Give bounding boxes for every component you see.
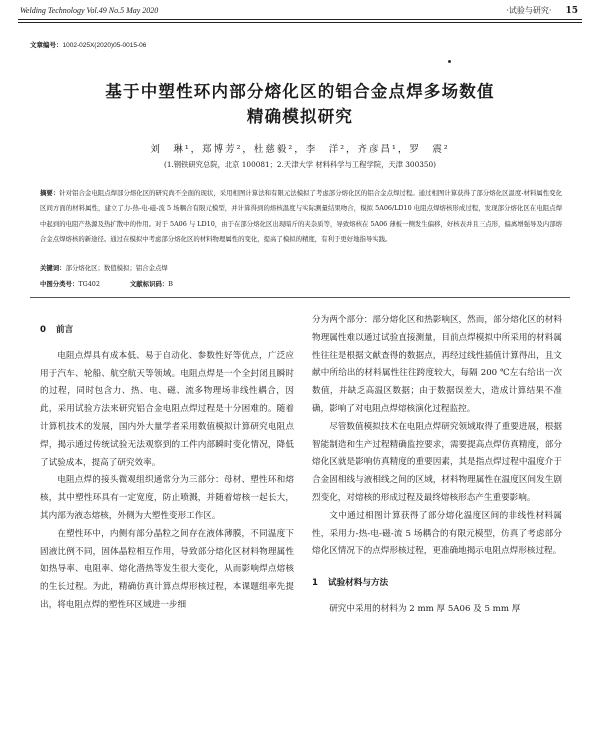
paragraph: 电阻点焊的接头微观组织通常分为三部分：母材、塑性环和熔核，其中塑性环具有一定宽度，防止喷溅，并随着熔核一起长大，其内部为液态熔核，外侧为大塑性变形工作区。 bbox=[40, 475, 294, 521]
section-label: ·试验与研究· bbox=[506, 6, 552, 15]
title-line-1: 基于中塑性环内部分熔化区的铝合金点焊多场数值 bbox=[105, 82, 495, 101]
paragraph: 在塑性环中，内侧有部分晶粒之间存在液体薄膜，不同温度下固液比例不同，固体晶粒相互作用，导致部分熔化区材料物理属性如热导率、电阻率、熔化潜热等发生很大变化，从而影响焊点熔核的生长过程。为此，精确仿真计算点焊形核过程，本课题组率先提出，将电阻点焊的塑性环区域进一步细 bbox=[40, 528, 294, 610]
paragraph: 研究中采用的材料为 2 mm 厚 5A06 及 5 mm 厚 bbox=[329, 603, 521, 614]
paragraph: 文中通过相图计算获得了部分熔化温度区间的非线性材料属性，采用力-热-电-磁-流 5 场耦合的有限元模型，仿真了考虑部分熔化区情况下的点焊形核过程，更准确地揭示电阻点焊形核过程。 bbox=[312, 510, 562, 557]
left-column bbox=[40, 312, 294, 615]
clc-value: TG402 bbox=[78, 280, 100, 288]
section-title: 前言 bbox=[55, 325, 74, 335]
section-heading-intro bbox=[40, 322, 294, 340]
section-number: 0 bbox=[40, 325, 46, 335]
speck-mark bbox=[448, 60, 451, 63]
article-number-value: 1002-025X(2020)05-0015-06 bbox=[62, 42, 147, 49]
paragraph: 尽管数值模拟技术在电阻点焊研究领域取得了重要进展，根据智能制造和生产过程精确监控要求，需要提高点焊仿真精度，部分熔化区就是影响仿真精度的重要因素，其是指点焊过程中温度介于合金固相线与液相线之间的区域，材料物理属性在温度区间发生剧烈变化，对熔核的形成过程及最终熔核形态产生重要影响。 bbox=[312, 421, 562, 503]
abstract-text: 针对铝合金电阻点焊部分熔化区的研究尚不全面的现状，采用相图计算法和有限元法模拟了考虑部分熔化区的铝合金点焊过程。通过相图计算获得了部分熔化区温度-材料属性变化区间方面的材料属性，建立了力-热-电-磁-流 5 场耦合有限元模型，并计算得到的熔核温度与实际测量结果吻合，模拟 5A06/LD10 电阻点焊熔核形成过程，发现部分熔化区在电阻点焊中起到的电阻产热源及热扩散中的作用。对于 5A06 与 LD10，由于在部分熔化区出现暗斤的夹杂质等，导致熔核在 5A06 薄板一侧发生偏移，好核表并且三点形，偏离增强导及内部熔合金点焊熔核的新途径。通过在模拟中考虑部分熔化区的材料物理属性的变化，提高了模拟的精度，有利于更好地指导实践。 bbox=[40, 189, 563, 244]
abstract-label: 摘要： bbox=[40, 189, 60, 197]
journal-running-head: Welding Technology Vol.49 No.5 May 2020 bbox=[20, 6, 159, 15]
abstract bbox=[40, 186, 562, 248]
section-title: 试验材料与方法 bbox=[327, 578, 389, 589]
document-code-value: B bbox=[168, 280, 173, 288]
classification bbox=[40, 279, 173, 288]
author-list: 刘 琳¹，郑博芳²，杜慈毅²，李 洋²，齐彦昌¹，罗 震² bbox=[150, 144, 450, 155]
paragraph: 分为两个部分：部分熔化区和热影响区，然而，部分熔化区的材料物理属性难以通过试验直接测量，目前点焊模拟中所采用的材料属性往往是根据文献查得的数据点，再经过线性插值计算得出，且文献中所给出的材料属性往往跨度较大，每隔 200 ℃左右给出一次数值，并缺乏高温区数据；由于数据误差大，造成计算结果不准确，影响了对电阻点焊熔核演化过程监控。 bbox=[312, 315, 562, 414]
page-number: 15 bbox=[565, 6, 578, 16]
abstract-separator bbox=[30, 297, 570, 298]
section-number: 1 bbox=[312, 578, 318, 589]
keywords-text: 部分熔化区；数值模拟；铝合金点焊 bbox=[65, 264, 168, 272]
clc-label: 中图分类号： bbox=[40, 280, 79, 288]
clc-number bbox=[40, 279, 100, 288]
header-rule bbox=[18, 19, 582, 20]
article-number-label: 文章编号： bbox=[30, 42, 63, 49]
section-heading-materials bbox=[312, 575, 562, 593]
title-line-2: 精确模拟研究 bbox=[246, 107, 354, 126]
document-code-label: 文献标识码： bbox=[129, 280, 169, 288]
right-column bbox=[312, 312, 562, 619]
page-header-right bbox=[506, 5, 578, 16]
keywords-label: 关键词： bbox=[40, 264, 66, 272]
header-rule-thin bbox=[18, 22, 582, 23]
article-number bbox=[30, 40, 146, 49]
document-code bbox=[130, 279, 173, 288]
paragraph: 电阻点焊具有成本低、易于自动化、参数性好等优点，广泛应用于汽车、轮船、航空航天等领域。电阻点焊是一个全封闭且瞬时的过程，同时包含力、热、电、磁、流多物理场非线性耦合，因此，采用试验方法来研究铝合金电阻点焊过程是十分困难的。随着计算机技术的发展，国内外大量学者采用数值模拟计算研究电阻点焊，揭示通过传统试验无法观察到的工件内部瞬时变化情况，降低了试验成本，提高了研究效率。 bbox=[40, 350, 294, 468]
affiliations: (1.钢铁研究总院，北京 100081；2.天津大学 材料科学与工程学院，天津 300350) bbox=[163, 160, 436, 169]
keywords bbox=[40, 263, 168, 272]
